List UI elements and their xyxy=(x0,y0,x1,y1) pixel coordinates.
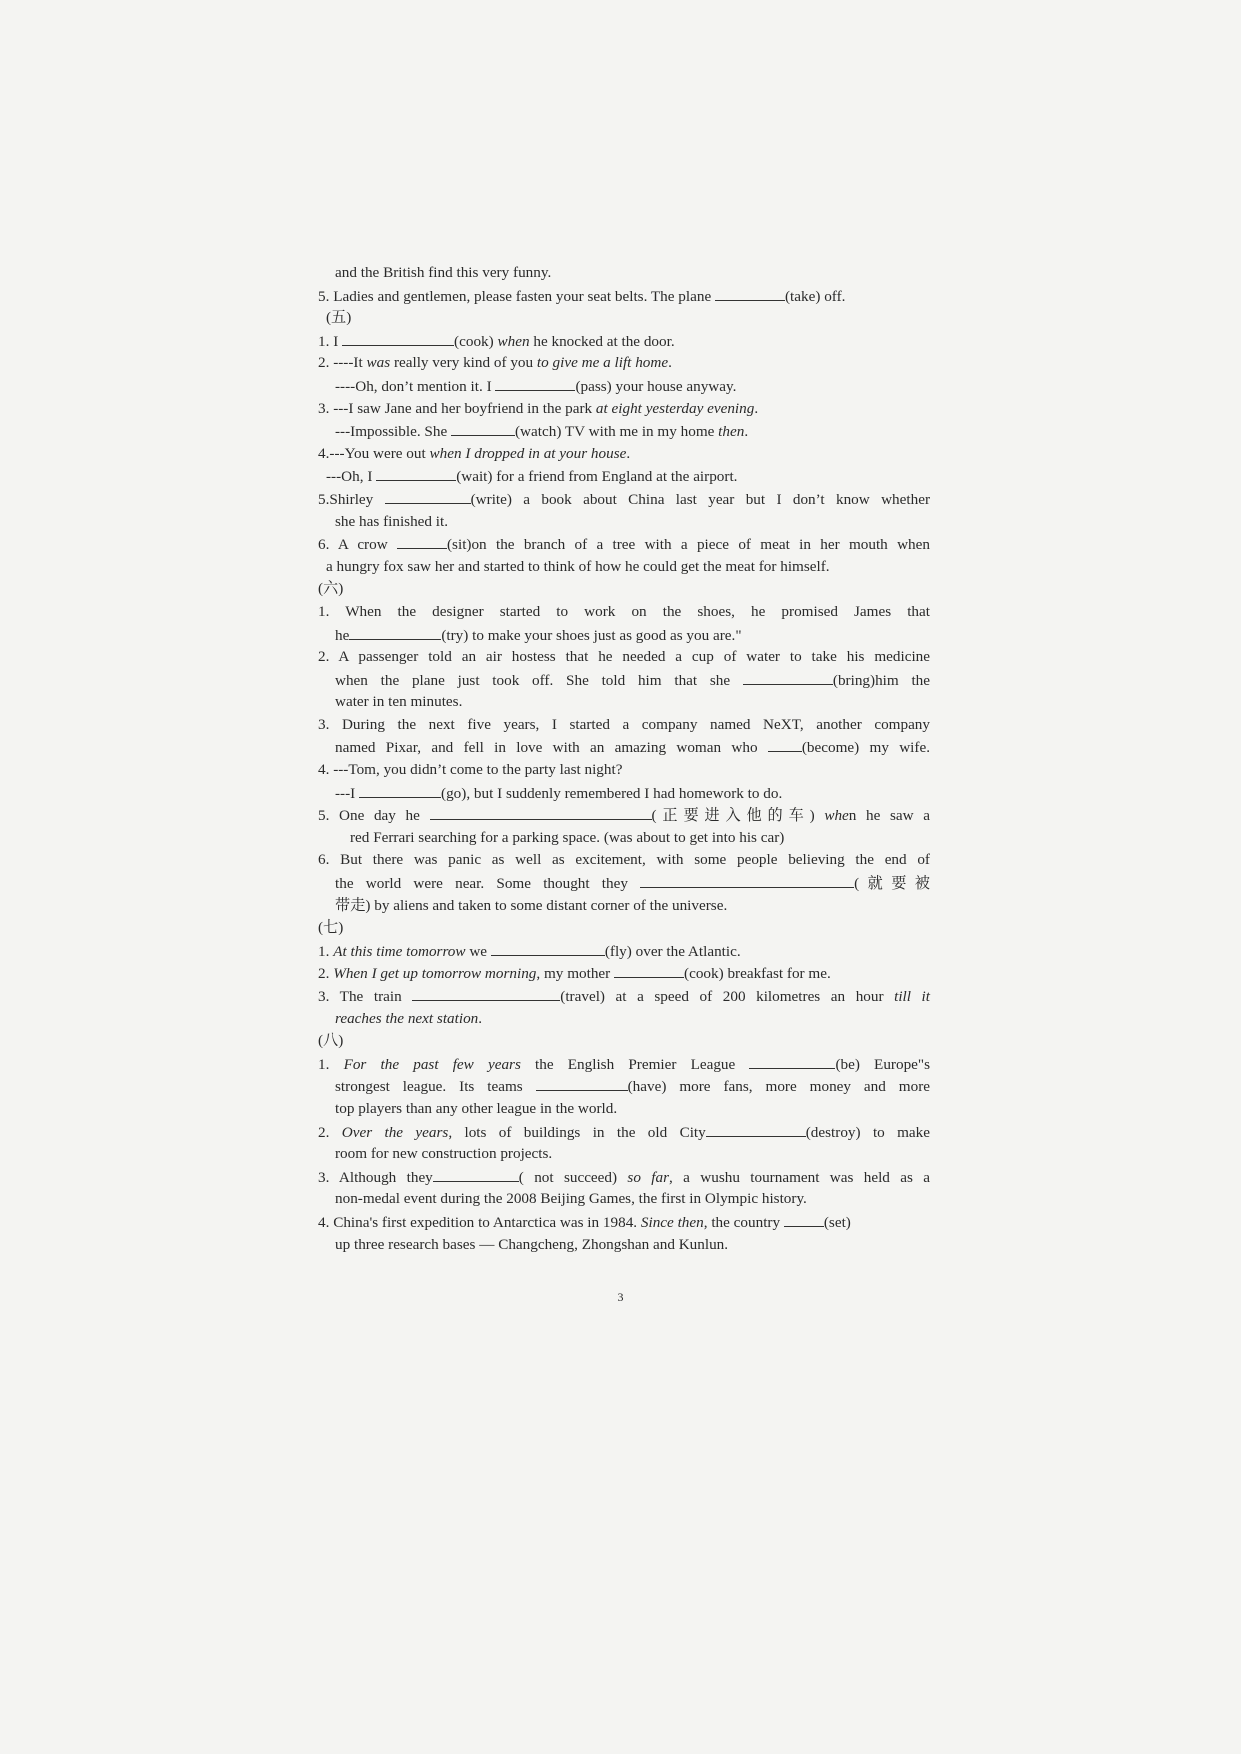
italic-text: till it xyxy=(894,988,930,1005)
answer-blank[interactable] xyxy=(376,465,456,481)
text-run: (正要进入他的车) xyxy=(651,807,825,825)
text-run: really very kind of you xyxy=(390,354,537,372)
text-line xyxy=(318,262,930,285)
text-line xyxy=(318,1030,930,1053)
text-line xyxy=(318,782,930,805)
text-run: he xyxy=(335,626,350,644)
text-line xyxy=(318,804,930,827)
text-run: 1. When the designer started to work on the shoes, he promised James that xyxy=(318,602,930,620)
text-run: . xyxy=(626,444,631,462)
text-run: (bring)him the xyxy=(832,671,931,689)
text-run: (六) xyxy=(318,580,344,598)
text-run: 5.Shirley xyxy=(318,490,385,508)
text-run: (wait) for a friend from England at the airport. xyxy=(456,468,738,486)
text-run: . xyxy=(744,423,749,441)
text-run: 5. Ladies and gentlemen, please fasten your seat belts. The plane xyxy=(318,287,715,305)
answer-blank[interactable] xyxy=(706,1121,806,1137)
text-line xyxy=(318,714,930,737)
text-run: we xyxy=(465,942,491,960)
text-run: top players than any other league in the world. xyxy=(335,1099,618,1117)
answer-blank[interactable] xyxy=(536,1075,628,1091)
text-run: a hungry fox saw her and started to think of how he could get the meat for himself. xyxy=(326,557,830,575)
text-line xyxy=(318,872,930,895)
italic-text: whe xyxy=(824,807,849,825)
text-line xyxy=(318,985,930,1008)
text-run: (sit)on the branch of a tree with a piece of meat in her mouth when xyxy=(447,536,930,554)
text-run: ----Oh, don’t mention it. I xyxy=(335,377,496,395)
text-line xyxy=(318,1008,930,1031)
text-run: 4.---You were out xyxy=(318,444,430,462)
text-run: non-medal event during the 2008 Beijing Games, the first in Olympic history. xyxy=(335,1190,807,1208)
text-line xyxy=(318,962,930,985)
text-line xyxy=(318,511,930,534)
text-run: he knocked at the door. xyxy=(529,332,675,350)
italic-text: so far xyxy=(627,1168,670,1186)
text-run: 1. I xyxy=(318,332,343,350)
text-line xyxy=(318,465,930,488)
text-run: (七) xyxy=(318,919,344,937)
text-run: the English Premier League xyxy=(520,1055,750,1073)
text-run: (set) xyxy=(823,1213,851,1231)
text-run: 2. xyxy=(318,1123,342,1141)
text-line xyxy=(318,669,930,692)
italic-text: to give me a lift home xyxy=(536,354,669,372)
answer-blank[interactable] xyxy=(397,533,447,549)
text-line xyxy=(318,601,930,624)
text-run: (cook) breakfast for me. xyxy=(684,965,831,983)
text-run: when the plane just took off. She told him that she xyxy=(335,671,743,689)
text-run: (travel) at a speed of 200 kilometres an hour xyxy=(560,988,895,1005)
text-run: room for new construction projects. xyxy=(335,1145,553,1163)
answer-blank[interactable] xyxy=(749,1053,835,1069)
text-run: ( not succeed) xyxy=(518,1168,628,1186)
answer-blank[interactable] xyxy=(743,669,833,685)
text-run: 2. xyxy=(318,965,334,983)
text-line xyxy=(318,420,930,443)
text-run: 3. Although they xyxy=(318,1168,433,1186)
text-run: (fly) over the Atlantic. xyxy=(604,942,741,960)
text-run: the world were near. Some thought they xyxy=(335,875,641,893)
text-run: 5. One day he xyxy=(318,807,430,825)
text-line xyxy=(318,1211,930,1234)
text-run: ---Impossible. She xyxy=(335,423,451,441)
text-run: red Ferrari searching for a parking space. (was about to get into his car) xyxy=(350,828,785,846)
italic-text: then xyxy=(718,423,745,441)
text-run: 带走) by aliens and taken to some distant corner of the universe. xyxy=(335,896,728,914)
text-line xyxy=(318,624,930,647)
text-run: named Pixar, and fell in love with an amazing woman who xyxy=(335,739,768,757)
text-line xyxy=(318,330,930,353)
answer-blank[interactable] xyxy=(412,985,560,1001)
answer-blank[interactable] xyxy=(614,962,684,978)
italic-text: when I dropped in at your house xyxy=(429,444,627,462)
page-number: 3 xyxy=(617,1290,624,1304)
text-run: , the country xyxy=(703,1213,784,1231)
answer-blank[interactable] xyxy=(359,782,441,798)
text-line xyxy=(318,1166,930,1189)
text-line xyxy=(318,375,930,398)
italic-text: reaches the next station xyxy=(335,1009,479,1027)
text-run: . xyxy=(754,399,759,417)
text-line xyxy=(318,917,930,940)
text-line xyxy=(318,691,930,714)
text-run: , lots of buildings in the old City xyxy=(448,1123,706,1141)
text-run: n he saw a xyxy=(848,807,930,825)
answer-blank[interactable] xyxy=(433,1166,519,1182)
italic-text: at eight yesterday evening xyxy=(595,399,755,417)
answer-blank[interactable] xyxy=(768,736,802,752)
text-run: strongest league. Its teams xyxy=(335,1078,536,1096)
text-line xyxy=(318,1098,930,1121)
text-run: (八) xyxy=(318,1032,344,1050)
text-line xyxy=(318,488,930,511)
answer-blank[interactable] xyxy=(349,624,441,640)
text-run: (pass) your house anyway. xyxy=(575,377,737,395)
text-run: (become) my wife. xyxy=(801,739,930,757)
text-line xyxy=(318,759,930,782)
text-run: 3. ---I saw Jane and her boyfriend in the park xyxy=(318,399,596,417)
text-run: . xyxy=(668,354,672,372)
text-line xyxy=(318,556,930,579)
text-line xyxy=(318,398,930,421)
italic-text: When I get up tomorrow morning xyxy=(333,965,537,983)
italic-text: Over the years xyxy=(341,1123,449,1141)
italic-text: Since then xyxy=(640,1213,704,1231)
italic-text: At this time tomorrow xyxy=(333,942,466,960)
text-run: 6. A crow xyxy=(318,536,397,554)
text-line xyxy=(318,646,930,669)
text-run: 1. xyxy=(318,942,334,960)
text-run: (write) a book about China last year but I don’t know whether xyxy=(470,490,930,508)
text-run: (go), but I suddenly remembered I had homework to do. xyxy=(441,784,783,802)
text-line xyxy=(318,827,930,850)
text-run: , a wushu tournament was held as a xyxy=(669,1168,930,1186)
answer-blank[interactable] xyxy=(342,330,454,346)
answer-blank[interactable] xyxy=(495,375,575,391)
text-run: 2. ----It xyxy=(318,354,367,372)
italic-text: was xyxy=(366,354,391,372)
text-run: (就要被 xyxy=(854,875,930,893)
text-line xyxy=(318,895,930,918)
text-line xyxy=(318,285,930,308)
text-run: up three research bases — Changcheng, Zhongshan and Kunlun. xyxy=(335,1235,729,1253)
answer-blank[interactable] xyxy=(430,804,652,820)
italic-text: when xyxy=(497,332,530,350)
text-line xyxy=(318,849,930,872)
text-run: (watch) TV with me in my home xyxy=(515,423,719,441)
text-run: and the British find this very funny. xyxy=(335,264,552,281)
italic-text: For the past few years xyxy=(343,1055,521,1073)
text-run: 2. A passenger told an air hostess that he needed a cup of water to take his medicine xyxy=(318,648,930,666)
text-run: 4. ---Tom, you didn’t come to the party last night? xyxy=(318,761,623,779)
answer-blank[interactable] xyxy=(784,1211,824,1227)
text-run: 3. During the next five years, I started a company named NeXT, another company xyxy=(318,715,930,733)
text-line xyxy=(318,940,930,963)
text-line xyxy=(318,1188,930,1211)
text-run: (be) Europe"s xyxy=(835,1055,931,1073)
text-line xyxy=(318,1075,930,1098)
text-line xyxy=(318,736,930,759)
text-line xyxy=(318,1121,930,1144)
text-run: (have) more fans, more money and more xyxy=(627,1078,930,1096)
answer-blank[interactable] xyxy=(715,285,785,301)
text-line xyxy=(318,352,930,375)
exercise-text xyxy=(318,262,930,1256)
text-run: (try) to make your shoes just as good as you are." xyxy=(441,626,742,644)
text-run: water in ten minutes. xyxy=(335,693,463,711)
answer-blank[interactable] xyxy=(385,488,471,504)
answer-blank[interactable] xyxy=(491,940,605,956)
text-run: , my mother xyxy=(536,965,615,983)
text-run: . xyxy=(478,1009,483,1027)
text-run: (五) xyxy=(326,309,352,327)
text-line xyxy=(318,533,930,556)
text-line xyxy=(318,443,930,466)
text-run: she has finished it. xyxy=(335,512,449,530)
text-run: ---I xyxy=(335,784,360,802)
answer-blank[interactable] xyxy=(451,420,515,436)
text-line xyxy=(318,578,930,601)
text-run: (cook) xyxy=(454,332,498,350)
text-run: ---Oh, I xyxy=(326,468,377,486)
text-line xyxy=(318,1234,930,1257)
text-run: (destroy) to make xyxy=(805,1123,931,1141)
text-run: 6. But there was panic as well as excitement, with some people believing the end of xyxy=(318,851,930,869)
answer-blank[interactable] xyxy=(640,872,854,888)
text-run: 3. The train xyxy=(318,988,413,1005)
text-run: 4. China's first expedition to Antarctica was in 1984. xyxy=(318,1213,641,1231)
text-run: (take) off. xyxy=(785,287,846,305)
text-line xyxy=(318,1143,930,1166)
text-run: 1. xyxy=(318,1055,344,1073)
text-line xyxy=(318,307,930,330)
text-line xyxy=(318,1053,930,1076)
